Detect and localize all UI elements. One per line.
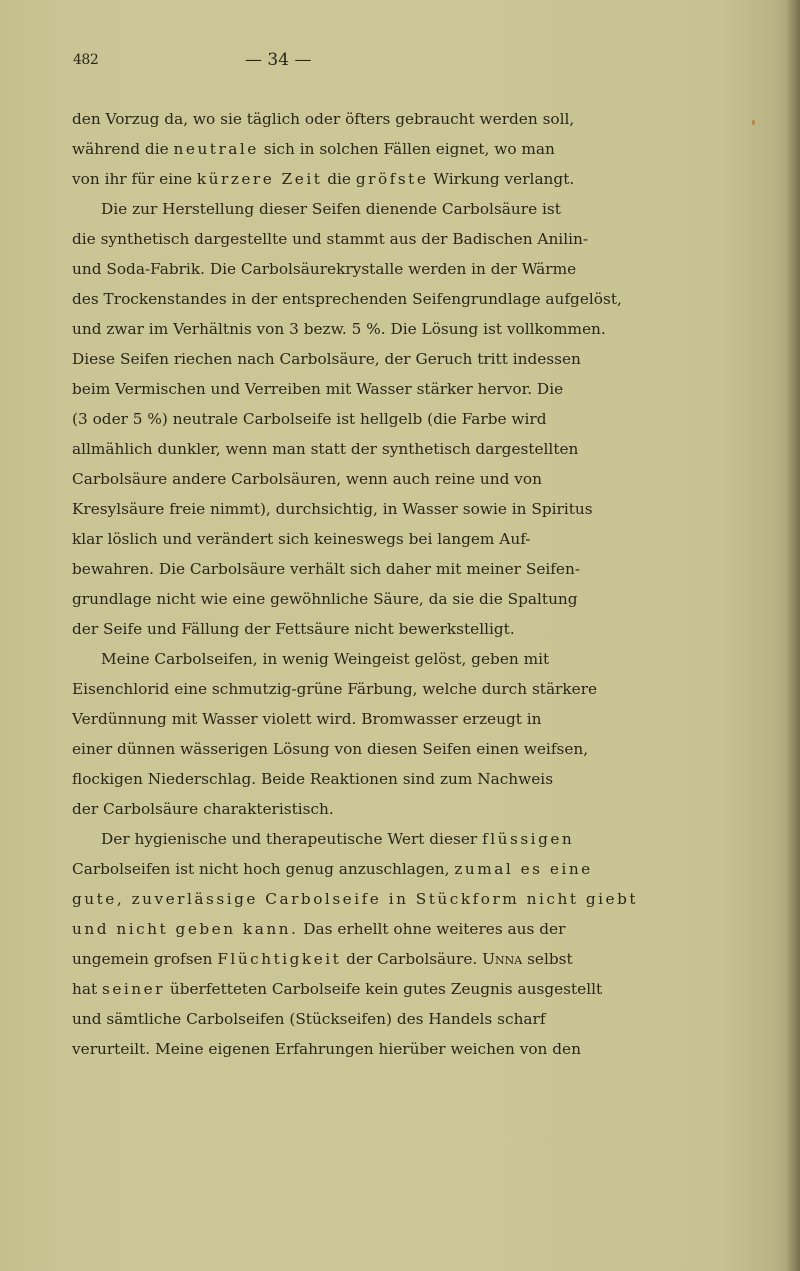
original-page-number: 482 (73, 52, 99, 68)
text-line: beim Vermischen und Verreiben mit Wasser stärker hervor. Die (72, 380, 564, 398)
text-line: Carbolseifen ist nicht hoch genug anzuschlagen, zumal es eine (72, 860, 593, 878)
emphasized-text: kürzere Zeit (196, 170, 323, 188)
paragraph-p3 (72, 644, 598, 824)
emphasized-text: gröfste (355, 170, 429, 188)
text-line: Verdünnung mit Wasser violett wird. Bromwasser erzeugt in (72, 710, 542, 728)
text-line: des Trockenstandes in der entsprechenden Seifengrundlage aufgelöst, (72, 290, 622, 308)
text-line: und nicht geben kann. Das erhellt ohne weiteres aus der (72, 920, 566, 938)
text-line: die synthetisch dargestellte und stammt aus der Badischen Anilin- (72, 230, 589, 248)
text-line: Diese Seifen riechen nach Carbolsäure, der Geruch tritt indessen (72, 350, 581, 368)
emphasized-text: neutrale (173, 140, 259, 158)
text-line: Kresylsäure freie nimmt), durchsichtig, in Wasser sowie in Spiritus (72, 500, 593, 518)
text-line: (3 oder 5 %) neutrale Carbolseife ist hellgelb (die Farbe wird (72, 410, 547, 428)
text-line (72, 884, 639, 914)
text-line: Eisenchlorid eine schmutzig-grüne Färbung, welche durch stärkere (72, 680, 598, 698)
emphasized-text: seiner (101, 980, 165, 998)
text-line: und zwar im Verhältnis von 3 bezw. 5 %. Die Lösung ist vollkommen. (72, 320, 606, 338)
emphasized-text: flüssigen (482, 830, 575, 848)
text-line: hat seiner überfetteten Carbolseife kein gutes Zeugnis ausgestellt (72, 980, 603, 998)
text-line: und Soda-Fabrik. Die Carbolsäurekrystalle werden in der Wärme (72, 260, 577, 278)
text-line: verurteilt. Meine eigenen Erfahrungen hierüber weichen von den (72, 1040, 581, 1058)
text-line: grundlage nicht wie eine gewöhnliche Säure, da sie die Spaltung (72, 590, 578, 608)
emphasized-text: gute, zuverlässige Carbolseife in Stückform nicht giebt (72, 890, 639, 908)
text-line: Die zur Herstellung dieser Seifen dienende Carbolsäure ist (101, 200, 561, 218)
text-line: flockigen Niederschlag. Beide Reaktionen sind zum Nachweis (72, 770, 554, 788)
emphasized-text: Flüchtigkeit (217, 950, 342, 968)
author-name: Unna (482, 950, 523, 968)
text-line: ungemein grofsen Flüchtigkeit der Carbolsäure. Unna selbst (72, 950, 573, 968)
page-number: — 34 — (245, 50, 312, 70)
text-line: Meine Carbolseifen, in wenig Weingeist gelöst, geben mit (101, 650, 550, 668)
text-line: und sämtliche Carbolseifen (Stückseifen) des Handels scharf (72, 1010, 546, 1028)
body-text (72, 104, 639, 1064)
page-header (73, 52, 493, 76)
text-line: während die neutrale sich in solchen Fällen eignet, wo man (72, 140, 555, 158)
paragraph-p2 (72, 194, 622, 644)
paragraph-p4 (72, 824, 639, 1064)
paragraph-p1 (72, 104, 575, 194)
emphasized-text: und nicht geben kann. (72, 920, 299, 938)
text-line: von ihr für eine kürzere Zeit die gröfste Wirkung verlangt. (72, 170, 575, 188)
text-line: Der hygienische und therapeutische Wert dieser flüssigen (101, 830, 575, 848)
text-line: Carbolsäure andere Carbolsäuren, wenn auch reine und von (72, 470, 542, 488)
text-line: allmählich dunkler, wenn man statt der synthetisch dargestellten (72, 440, 579, 458)
text-line: einer dünnen wässerigen Lösung von diesen Seifen einen weifsen, (72, 740, 589, 758)
text-line: bewahren. Die Carbolsäure verhält sich daher mit meiner Seifen- (72, 560, 580, 578)
page-edge-shadow (786, 0, 800, 1271)
text-line: den Vorzug da, wo sie täglich oder öfters gebraucht werden soll, (72, 110, 575, 128)
text-line: klar löslich und verändert sich keineswegs bei langem Auf- (72, 530, 531, 548)
text-line: der Seife und Fällung der Fettsäure nicht bewerkstelligt. (72, 620, 515, 638)
paper-stain (752, 120, 755, 125)
text-line: der Carbolsäure charakteristisch. (72, 800, 334, 818)
emphasized-text: zumal es eine (454, 860, 593, 878)
